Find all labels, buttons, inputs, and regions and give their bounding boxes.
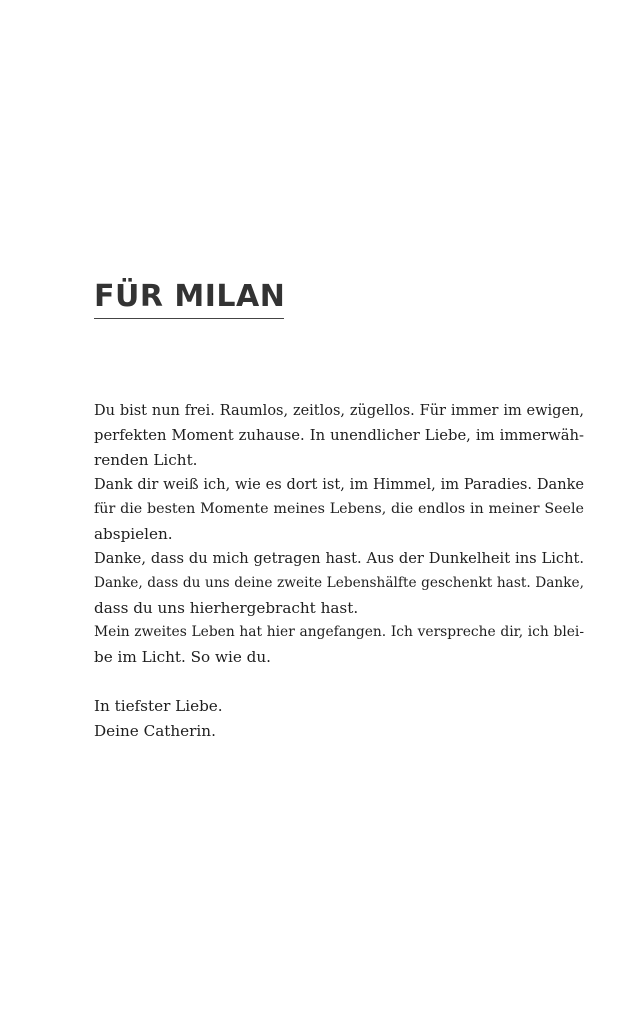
dedication-line: Danke, dass du uns deine zweite Lebenshälfte geschenkt hast. Danke, [94, 575, 584, 592]
dedication-line: Du bist nun frei. Raumlos, zeitlos, zügellos. Für immer im ewigen, [94, 403, 584, 419]
dedication-line: Dank dir weiß ich, wie es dort ist, im Himmel, im Paradies. Danke [94, 475, 584, 493]
dedication-text [94, 399, 584, 743]
heading-underline [94, 318, 284, 319]
signature-line: Deine Catherin. [94, 721, 216, 740]
dedication-line: renden Licht. [94, 451, 198, 470]
dedication-line: be im Licht. So wie du. [94, 647, 271, 666]
paragraph-spacer [94, 670, 584, 695]
page-heading: FÜR MILAN [94, 279, 286, 314]
dedication-line: dass du uns hierhergebracht hast. [94, 598, 359, 617]
dedication-line: Danke, dass du mich getragen hast. Aus der Dunkelheit ins Licht. [94, 549, 584, 567]
dedication-line: abspielen. [94, 524, 173, 543]
closing-line: In tiefster Liebe. [94, 697, 223, 716]
dedication-line: perfekten Moment zuhause. In unendlicher Liebe, im immerwäh- [94, 426, 584, 444]
dedication-line: Mein zweites Leben hat hier angefangen. Ich verspreche dir, ich blei- [94, 624, 584, 641]
dedication-line: für die besten Momente meines Lebens, die endlos in meiner Seele [94, 501, 584, 518]
